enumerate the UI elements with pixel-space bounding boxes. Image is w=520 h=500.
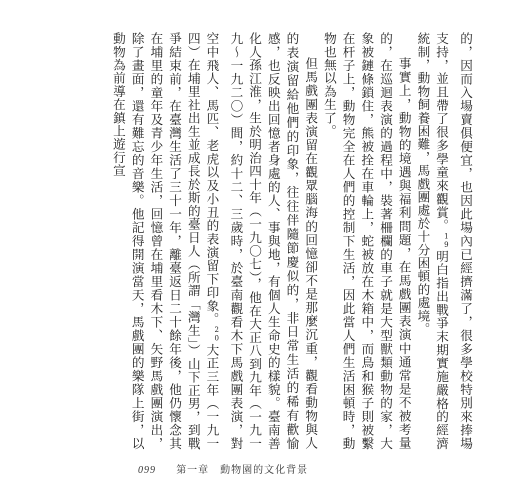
paragraph-1-text: 的，因而入場賣俱便宜，也因此場內已經擠滿了，很多學校特別來捧場支持，並且帶了很多學童來觀賞。 (434, 32, 473, 450)
footnote-ref-19: 19 (442, 232, 451, 250)
paragraph-1-tail: 明白指出戰爭末期實施嚴格的經濟統制，動物飼養困難，馬戲團處於十分困頓的處境。 (415, 32, 450, 451)
page-footer (138, 461, 308, 476)
paragraph-2: 事實上，動物的境遇與福利問題，在馬戲團表演中通常是不被考量的，在巡迴表演的過程中，裝著柵欄的車子就是大型獸類動物的家，大象被鏈條鎖住，熊被拴在車輪上，蛇被放在木箱中，而鳥和猴子則被繫在杆子上，動物完全在人們的控制下生活，因此當人們生活困頓時，動物也無以為生了。 (321, 32, 412, 450)
paragraph-3 (108, 32, 319, 450)
paragraph-1 (413, 32, 474, 450)
paragraph-3-text: 但馬戲團表演留在觀眾腦海的回憶卻不是那麼沉重，觀看動物與人的表演留給他們的印象，往往伴隨節慶似的，非日常生活的稀有歡愉感，也反映出回憶者身處的人、事與地，有個人生命史的樣貌。臺南善化人孫江淮，生於明治四十年（一九〇七），他在大正八到九年（一九一九～一九二〇）間，約十二、三歲時，於臺南觀看木下馬戲團表演，對空中飛人、馬匹、老虎以及小丑的表演留下印象。 (204, 32, 319, 450)
running-head: 第一章 動物園的文化背景 (176, 465, 309, 476)
paragraph-3-tail: 大正三年（一九一四）在埔里社出生並成長於斯的臺日人（所謂「灣生」）山下正男，到戰爭結束前，在臺灣生活了三十一年，離臺返日二十餘年後，他仍懷念其在埔里的童年及青少年生活，回憶曾在埔里看木下、矢野馬戲團演出，除了畫面，還有難忘的音樂。他記得開演當天，馬戲團的樂隊上街，以動物為前導在鎮上遊行宣 (110, 32, 220, 450)
page-number: 099 (138, 465, 156, 476)
vertical-text-body (110, 32, 474, 451)
footnote-ref-20: 20 (212, 325, 221, 344)
